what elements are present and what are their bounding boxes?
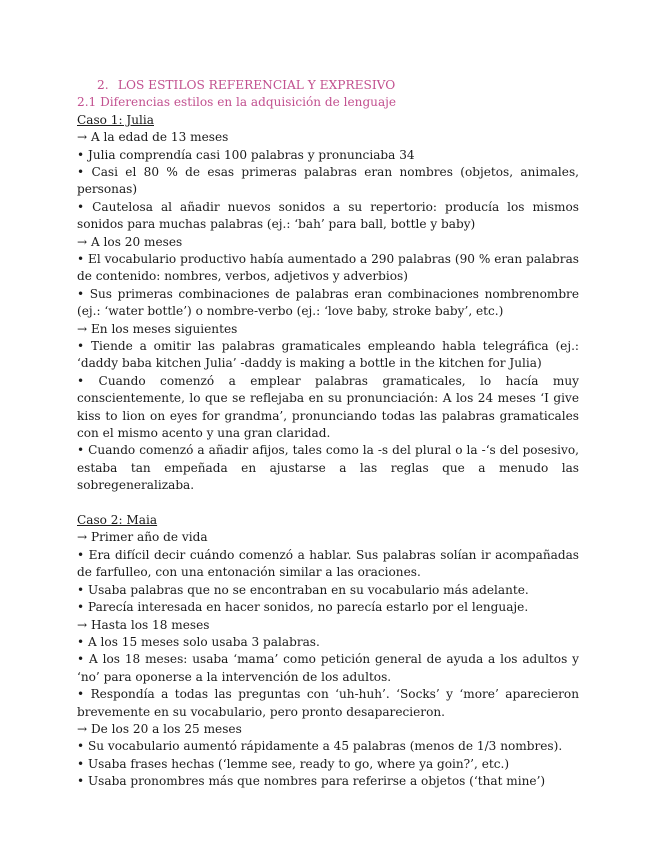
section-title: LOS ESTILOS REFERENCIAL Y EXPRESIVO — [117, 78, 396, 92]
case-1-item: • Casi el 80 % de esas primeras palabras eran nombres (objetos, animales, personas) — [77, 164, 579, 197]
case-2-item: → Primer año de vida — [77, 530, 208, 545]
section-number: 2. — [97, 78, 109, 92]
case-1-content — [77, 129, 579, 495]
case-1-item: → A los 20 meses — [77, 234, 183, 249]
case-1-item: • Tiende a omitir las palabras gramaticales empleando habla telegráfica (ej.: ‘daddy baba kitchen Julia’ -daddy is making a bottle in the kitchen for Julia) — [77, 339, 579, 371]
case-1-item: → En los meses siguientes — [77, 321, 238, 336]
case-2-item: • Parecía interesada en hacer sonidos, no parecía estarlo por el lenguaje. — [77, 600, 529, 615]
case-2-item: • Usaba pronombres más que nombres para referirse a objetos (‘that mine’) — [77, 774, 546, 789]
case-2-item: • Su vocabulario aumentó rápidamente a 45 palabras (menos de 1/3 nombres). — [77, 739, 563, 754]
case-2-item: → De los 20 a los 25 meses — [77, 721, 242, 736]
case-2-item: • A los 18 meses: usaba ‘mama’ como petición general de ayuda a los adultos y ‘no’ para oponerse a la intervención de los adultos. — [77, 652, 579, 684]
case-1-item: • Sus primeras combinaciones de palabras eran combinaciones nombrenombre (ej.: ‘water bottle’) o nombre-verbo (ej.: ‘love baby, stroke baby’, etc.) — [77, 286, 579, 319]
case-2-item: • A los 15 meses solo usaba 3 palabras. — [77, 634, 320, 649]
case-2-item: • Era difícil decir cuándo comenzó a hablar. Sus palabras solían ir acompañadas de farfulleo, con una entonación similar a las oraciones. — [77, 547, 579, 580]
case-1-item: • Julia comprendía casi 100 palabras y pronunciaba 34 — [77, 147, 415, 162]
case-2-item: • Usaba palabras que no se encontraban en su vocabulario más adelante. — [77, 582, 529, 597]
section-heading — [77, 77, 579, 94]
case-1-title: Caso 1: Julia — [77, 112, 154, 127]
document-page — [77, 77, 579, 791]
case-2-title: Caso 2: Maia — [77, 513, 158, 528]
case-2-item: • Usaba frases hechas (‘lemme see, ready to go, where ya goin?’, etc.) — [77, 756, 510, 771]
case-1-item: • Cuando comenzó a emplear palabras gramaticales, lo hacía muy conscientemente, lo que se reflejaba en su pronunciación: A los 24 meses ‘I give kiss to lion on eyes for grandma’, pronunciando todas las palabras gramaticales con el mismo acento y una gran claridad. — [77, 373, 579, 441]
section-subtitle: 2.1 Diferencias estilos en la adquisición de lenguaje — [77, 95, 397, 110]
case-2-item: → Hasta los 18 meses — [77, 617, 210, 632]
case-2-item: • Respondía a todas las preguntas con ‘uh-huh’. ‘Socks’ y ‘more’ aparecieron brevemente en su vocabulario, pero pronto desaparecieron. — [77, 687, 579, 719]
case-2-content — [77, 529, 579, 790]
case-1-item: • Cuando comenzó a añadir afijos, tales como la -s del plural o la -‘s del posesivo, estaba tan empeñada en ajustarse a las reglas que a menudo las sobregeneralizaba. — [77, 443, 579, 493]
case-1-item: • Cautelosa al añadir nuevos sonidos a su repertorio: producía los mismos sonidos para muchas palabras (ej.: ‘bah’ para ball, bottle y baby) — [77, 199, 579, 232]
case-1-item: → A la edad de 13 meses — [77, 130, 229, 145]
blank-line — [77, 495, 579, 512]
case-1-item: • El vocabulario productivo había aumentado a 290 palabras (90 % eran palabras de contenido: nombres, verbos, adjetivos y adverbios) — [77, 252, 579, 284]
